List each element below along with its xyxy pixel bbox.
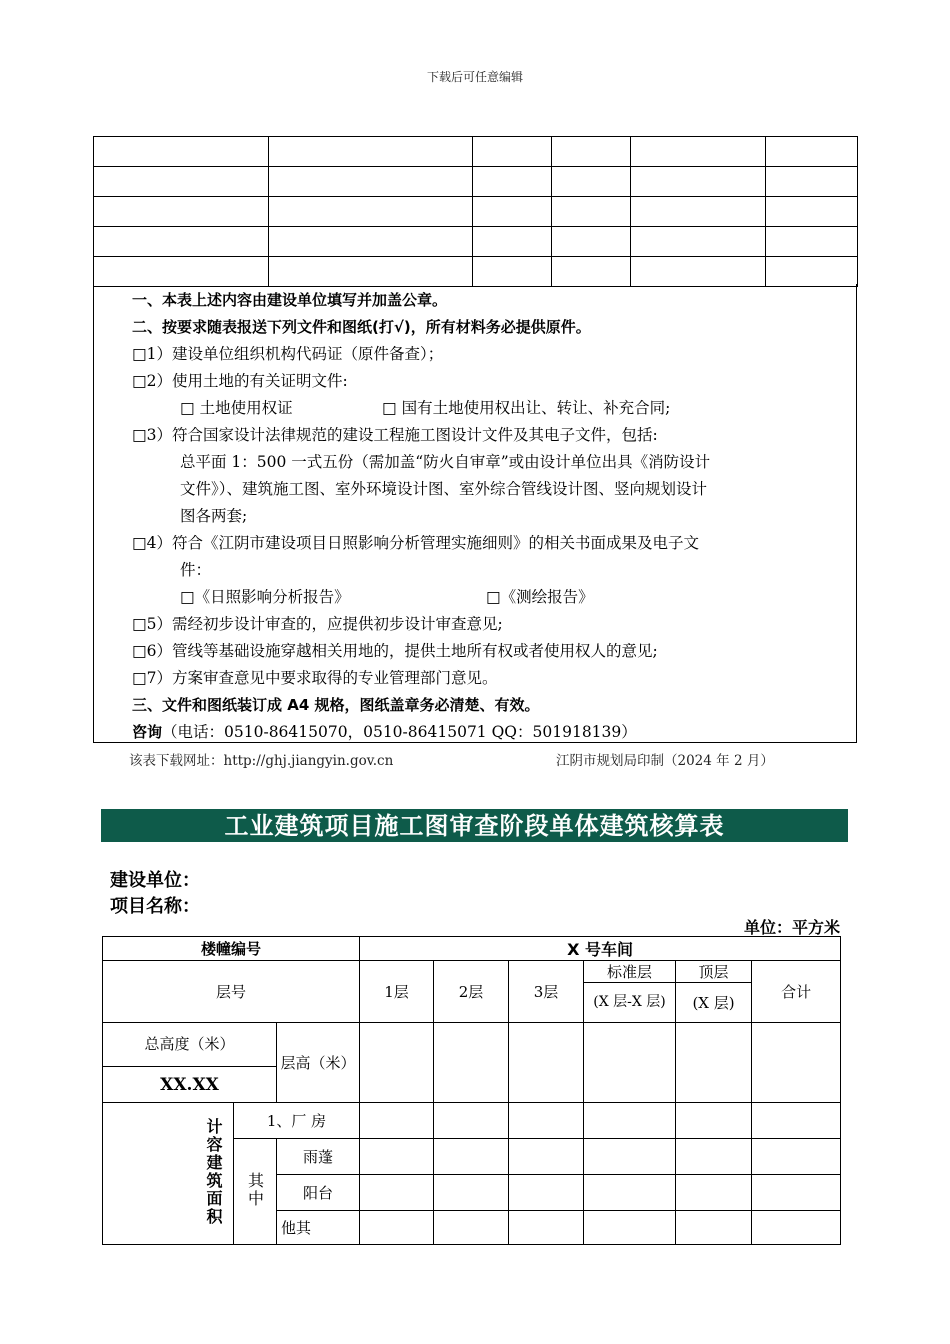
note-line-1: 一、本表上述内容由建设单位填写并加盖公章。 — [132, 291, 448, 309]
floor-label: 层号 — [103, 961, 360, 1023]
note-line-3: 三、文件和图纸装订成 A4 规格，图纸盖章务必清楚、有效。 — [132, 696, 540, 714]
doc-item-5[interactable]: □5）需经初步设计审查的，应提供初步设计审查意见; — [132, 615, 503, 633]
doc-item-4-detail: 件： — [180, 561, 212, 579]
floor-2: 2层 — [434, 961, 509, 1023]
other-label: 他其 — [277, 1211, 360, 1245]
doc-item-6[interactable]: □6）管线等基础设施穿越相关用地的，提供土地所有权或者使用权人的意见; — [132, 642, 658, 660]
doc-item-4-option-report[interactable]: □《日照影响分析报告》 — [180, 588, 350, 606]
doc-item-2[interactable]: □2）使用土地的有关证明文件: — [132, 372, 348, 390]
area-section-label: 计容建筑面积 — [103, 1103, 234, 1245]
floor-3: 3层 — [509, 961, 584, 1023]
note-line-2: 二、按要求随表报送下列文件和图纸(打√)，所有材料务必提供原件。 — [132, 318, 591, 336]
doc-item-2-option-land-cert[interactable]: □ 土地使用权证 — [180, 399, 293, 417]
total-label: 合计 — [752, 961, 841, 1023]
table-row — [103, 937, 841, 961]
building-no-label: 楼幢编号 — [103, 937, 360, 961]
unit-label: 单位：平方米 — [743, 918, 840, 937]
standard-floor-label: 标准层 — [584, 961, 676, 983]
doc-item-3-detail-2: 文件》）、建筑施工图、室外环境设计图、室外综合管线设计图、竖向规划设计 — [180, 480, 708, 498]
contact-label: 咨询 — [132, 723, 163, 741]
table-row — [103, 1023, 841, 1067]
canopy-label: 雨蓬 — [277, 1139, 360, 1175]
doc-item-7[interactable]: □7）方案审查意见中要求取得的专业管理部门意见。 — [132, 669, 498, 687]
contact-info — [132, 722, 637, 742]
total-height-label: 总高度（米） — [103, 1023, 277, 1067]
title-part-2: 施工图审查阶段单体建筑核算表 — [374, 811, 725, 840]
table-row — [103, 961, 841, 983]
floor-1: 1层 — [360, 961, 434, 1023]
doc-item-1[interactable]: □1）建设单位组织机构代码证（原件备查）； — [132, 345, 444, 363]
table-row — [103, 1103, 841, 1139]
top-floor-label: 顶层 — [676, 961, 752, 983]
blank-records-table — [93, 136, 858, 287]
table-row — [94, 227, 858, 257]
table-row — [94, 197, 858, 227]
contact-detail: （电话：0510-86415070，0510-86415071 QQ：501918139） — [162, 723, 637, 741]
floor-height-label: 层高（米） — [277, 1023, 360, 1103]
builder-label[interactable]: 建设单位： — [110, 870, 200, 891]
title-part-1: 工业建筑项目 — [224, 812, 375, 840]
doc-item-4[interactable]: □4）符合《江阴市建设项目日照影响分析管理实施细则》的相关书面成果及电子文 — [132, 534, 700, 552]
doc-item-2-option-contract[interactable]: □ 国有土地使用权出让、转让、补充合同; — [382, 399, 671, 417]
printed-by: 江阴市规划局印制（2024 年 2 月） — [556, 753, 774, 769]
balcony-label: 阳台 — [277, 1175, 360, 1211]
area-calculation-table — [102, 936, 841, 1245]
doc-item-3-detail-3: 图各两套; — [180, 507, 248, 525]
building-no-value[interactable]: X 号车间 — [360, 937, 841, 961]
download-url: 该表下载网址：http://ghj.jiangyin.gov.cn — [129, 753, 394, 769]
top-floor-value: (X 层) — [676, 983, 752, 1023]
total-height-value[interactable]: XX.XX — [103, 1067, 277, 1103]
table-row — [94, 167, 858, 197]
notes-box — [93, 284, 857, 743]
project-name-label[interactable]: 项目名称： — [110, 896, 200, 917]
table-row — [94, 137, 858, 167]
doc-item-3-detail-1: 总平面 1：500 一式五份（需加盖“防火自审章”或由设计单位出具《消防设计 — [180, 453, 711, 471]
of-which-label: 其中 — [234, 1139, 277, 1245]
standard-floor-range: (X 层-X 层) — [584, 983, 676, 1023]
table-row — [94, 257, 858, 287]
doc-item-4-option-survey[interactable]: □《测绘报告》 — [486, 588, 594, 606]
watermark: 下载后可任意编辑 — [426, 70, 523, 84]
doc-item-3[interactable]: □3）符合国家设计法律规范的建设工程施工图设计文件及其电子文件，包括: — [132, 426, 658, 444]
page-title — [101, 809, 848, 842]
factory-label: 1、厂 房 — [234, 1103, 360, 1139]
